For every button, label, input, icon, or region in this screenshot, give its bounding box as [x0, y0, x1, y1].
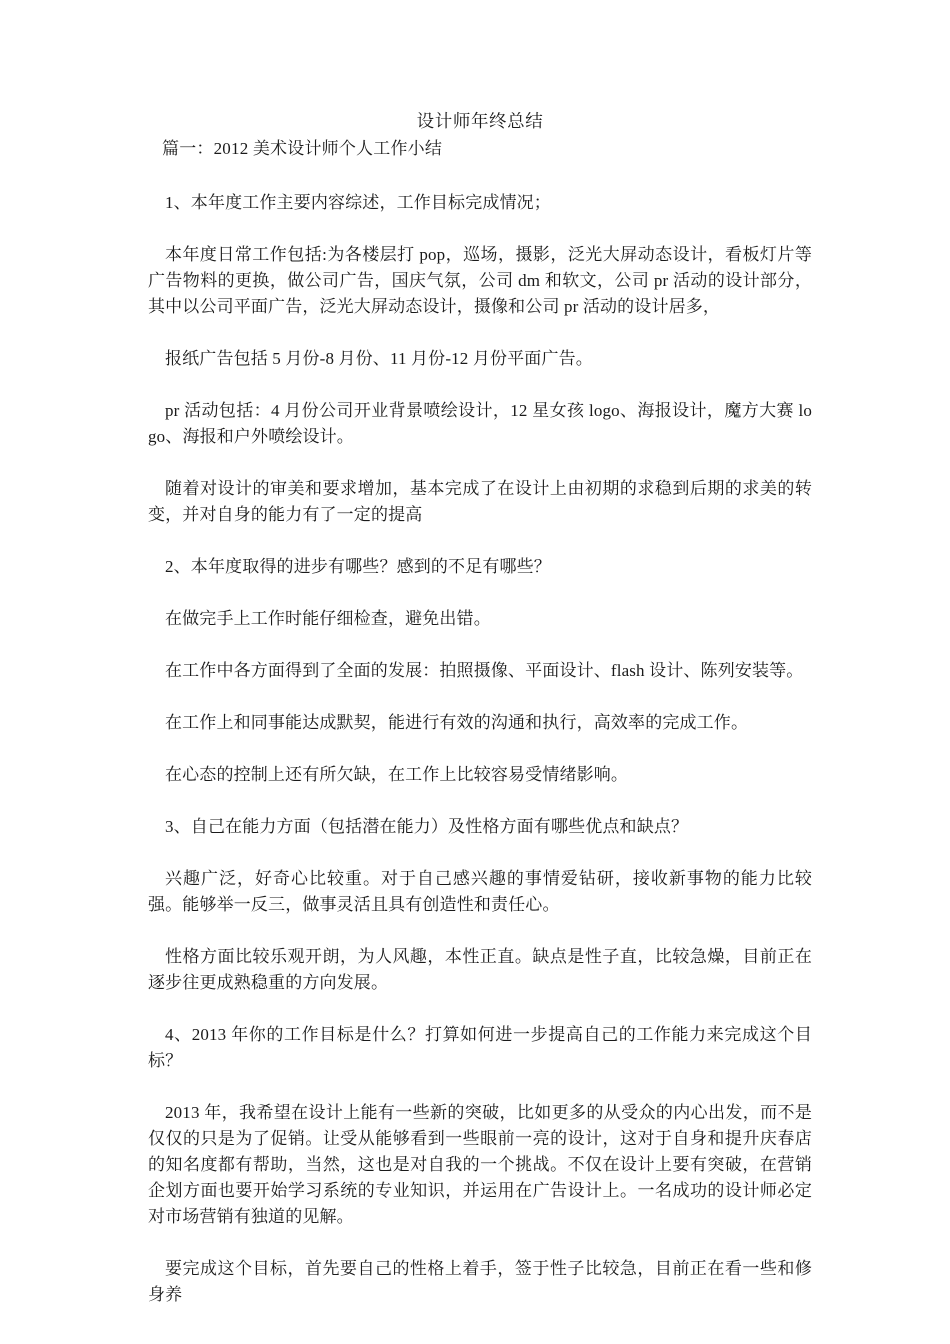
paragraph-goal-approach: 要完成这个目标，首先要自己的性格上着手，签于性子比较急，目前正在看一些和修身养: [148, 1259, 812, 1304]
paragraph-interests-strengths: 兴趣广泛，好奇心比较重。对于自己感兴趣的事情爱钻研，接收新事物的能力比较强。能够举一反三，做事灵活且具有创造性和责任心。: [148, 869, 812, 914]
paragraph-personality: 性格方面比较乐观开朗，为人风趣，本性正直。缺点是性子直，比较急燥，目前正在逐步往更成熟稳重的方向发展。: [148, 947, 812, 992]
section-heading-2: 2、本年度取得的进步有哪些？感到的不足有哪些？: [165, 557, 551, 576]
section-heading-4: 4、2013 年你的工作目标是什么？打算如何进一步提高自己的工作能力来完成这个目标？: [148, 1025, 812, 1070]
paragraph-aesthetic-growth: 随着对设计的审美和要求增加，基本完成了在设计上由初期的求稳到后期的求美的转变，并对自身的能力有了一定的提高: [148, 479, 812, 524]
paragraph-2013-goals: 2013 年，我希望在设计上能有一些新的突破，比如更多的从受众的内心出发，而不是仅仅的只是为了促销。让受从能够看到一些眼前一亮的设计，这对于自身和提升庆春店的知名度都有帮助，当然，这也是对自我的一个挑战。不仅在设计上要有突破，在营销企划方面也要开始学习系统的专业知识，并运用在广告设计上。一名成功的设计师必定对市场营销有独道的见解。: [148, 1103, 812, 1226]
paragraph-careful-checking: 在做完手上工作时能仔细检查，避免出错。: [165, 609, 491, 628]
paragraph-mindset-weakness: 在心态的控制上还有所欠缺，在工作上比较容易受情绪影响。: [165, 765, 629, 784]
paragraph-teamwork: 在工作上和同事能达成默契，能进行有效的沟通和执行，高效率的完成工作。: [165, 713, 749, 732]
document-body: [148, 108, 812, 1308]
paragraph-newspaper-ads: 报纸广告包括 5 月份-8 月份、11 月份-12 月份平面广告。: [165, 349, 593, 368]
page-title: 设计师年终总结: [416, 111, 544, 131]
paragraph-pr-activities: pr 活动包括：4 月份公司开业背景喷绘设计，12 星女孩 logo、海报设计，魔方大赛 logo、海报和户外喷绘设计。: [148, 401, 812, 446]
source-reference-line: 篇一：2012 美术设计师个人工作小结: [162, 139, 443, 158]
paragraph-all-round-development: 在工作中各方面得到了全面的发展：拍照摄像、平面设计、flash 设计、陈列安装等。: [165, 661, 804, 680]
paragraph-work-overview: 本年度日常工作包括:为各楼层打 pop，巡场，摄影，泛光大屏动态设计，看板灯片等广告物料的更换，做公司广告，国庆气氛，公司 dm 和软文，公司 pr 活动的设计部分，其中以公司平面广告，泛光大屏动态设计，摄像和公司 pr 活动的设计居多，: [148, 245, 812, 316]
section-heading-3: 3、自己在能力方面（包括潜在能力）及性格方面有哪些优点和缺点？: [165, 817, 689, 836]
section-heading-1: 1、本年度工作主要内容综述，工作目标完成情况；: [165, 193, 551, 212]
